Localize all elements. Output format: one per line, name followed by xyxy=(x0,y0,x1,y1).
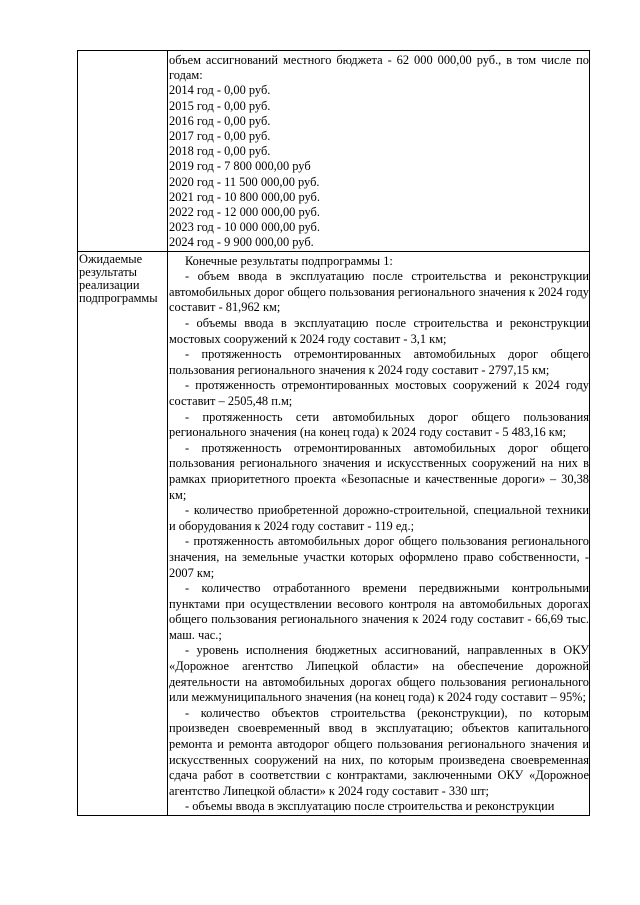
result-item: - количество объектов строительства (реконструкции), по которым произведен своевременный ввод в эксплуатацию; объектов капитального ремонта и ремонта автодорог общего пользования регионального значения и искусственных сооружений на них, по которым произведена своевременная сдача работ в соответствии с контрактами, заключенными ОКУ «Дорожное агентство Липецкой области» к 2024 году составит - 330 шт; xyxy=(169,705,589,798)
funding-year-2022: 2022 год - 12 000 000,00 руб. xyxy=(169,205,320,220)
results-value-cell xyxy=(168,252,590,815)
funding-year-2016: 2016 год - 0,00 руб. xyxy=(169,113,271,128)
funding-intro: объем ассигнований местного бюджета - 62 000 000,00 руб., в том числе по годам: xyxy=(169,53,589,83)
funding-label-cell xyxy=(78,51,168,251)
funding-year-2023: 2023 год - 10 000 000,00 руб. xyxy=(169,220,320,235)
result-item: - протяженность отремонтированных мостовых сооружений к 2024 году составит – 2505,48 п.м; xyxy=(169,378,589,408)
funding-year-2019: 2019 год - 7 800 000,00 руб xyxy=(169,159,311,174)
result-item: - протяженность отремонтированных автомобильных дорог общего пользования регионального значения и искусственных сооружений на них в рамках приоритетного проекта «Безопасные и качественные дороги» – 30,38 км; xyxy=(169,440,589,502)
result-item: - протяженность отремонтированных автомобильных дорог общего пользования регионального значения к 2024 году составит - 2797,15 км; xyxy=(169,347,589,377)
result-item: - количество приобретенной дорожно-строительной, специальной техники и оборудования к 2024 году составит - 119 ед.; xyxy=(169,503,589,533)
funding-year-2024: 2024 год - 9 900 000,00 руб. xyxy=(169,235,314,250)
result-item: - уровень исполнения бюджетных ассигнований, направленных в ОКУ «Дорожное агентство Липецкой области» на обеспечение дорожной деятельности на автомобильных дорогах общего пользования регионального или межмуниципального значения (на конец года) к 2024 году составит – 95%; xyxy=(169,643,589,705)
result-item: - объемы ввода в эксплуатацию после строительства и реконструкции xyxy=(185,799,555,814)
results-label-line: результаты xyxy=(79,264,137,279)
funding-year-2020: 2020 год - 11 500 000,00 руб. xyxy=(169,174,320,189)
funding-row xyxy=(78,51,590,252)
funding-value-cell xyxy=(168,51,590,251)
funding-year-2015: 2015 год - 0,00 руб. xyxy=(169,98,271,113)
funding-year-2018: 2018 год - 0,00 руб. xyxy=(169,144,271,159)
result-item: - количество отработанного времени передвижными контрольными пунктами при осуществлении весового контроля на автомобильных дорогах общего пользования регионального значения к 2024 году составит - 66,69 тыс. маш. час.; xyxy=(169,581,589,642)
result-item: - протяженность автомобильных дорог общего пользования регионального значения, на земельные участки которых оформлено право собственности, - 2007 км; xyxy=(169,534,589,580)
funding-year-2021: 2021 год - 10 800 000,00 руб. xyxy=(169,189,320,204)
results-label-line: Ожидаемые xyxy=(79,251,143,266)
results-label-cell xyxy=(78,252,168,815)
funding-year-2017: 2017 год - 0,00 руб. xyxy=(169,129,271,144)
results-label-line: подпрограммы xyxy=(79,290,158,305)
results-row xyxy=(78,252,590,816)
result-item: - протяженность сети автомобильных дорог общего пользования регионального значения (на конец года) к 2024 году составит - 5 483,16 км; xyxy=(169,409,589,440)
results-label-line: реализации xyxy=(79,277,140,292)
result-item: - объемы ввода в эксплуатацию после строительства и реконструкции мостовых сооружений к 2024 году составит - 3,1 км; xyxy=(169,316,589,346)
results-heading: Конечные результаты подпрограммы 1: xyxy=(185,253,393,268)
result-item: - объем ввода в эксплуатацию после строительства и реконструкции автомобильных дорог общего пользования регионального значения к 2024 году составит - 81,962 км; xyxy=(169,269,589,315)
passport-table xyxy=(77,50,590,816)
funding-year-2014: 2014 год - 0,00 руб. xyxy=(169,83,271,98)
